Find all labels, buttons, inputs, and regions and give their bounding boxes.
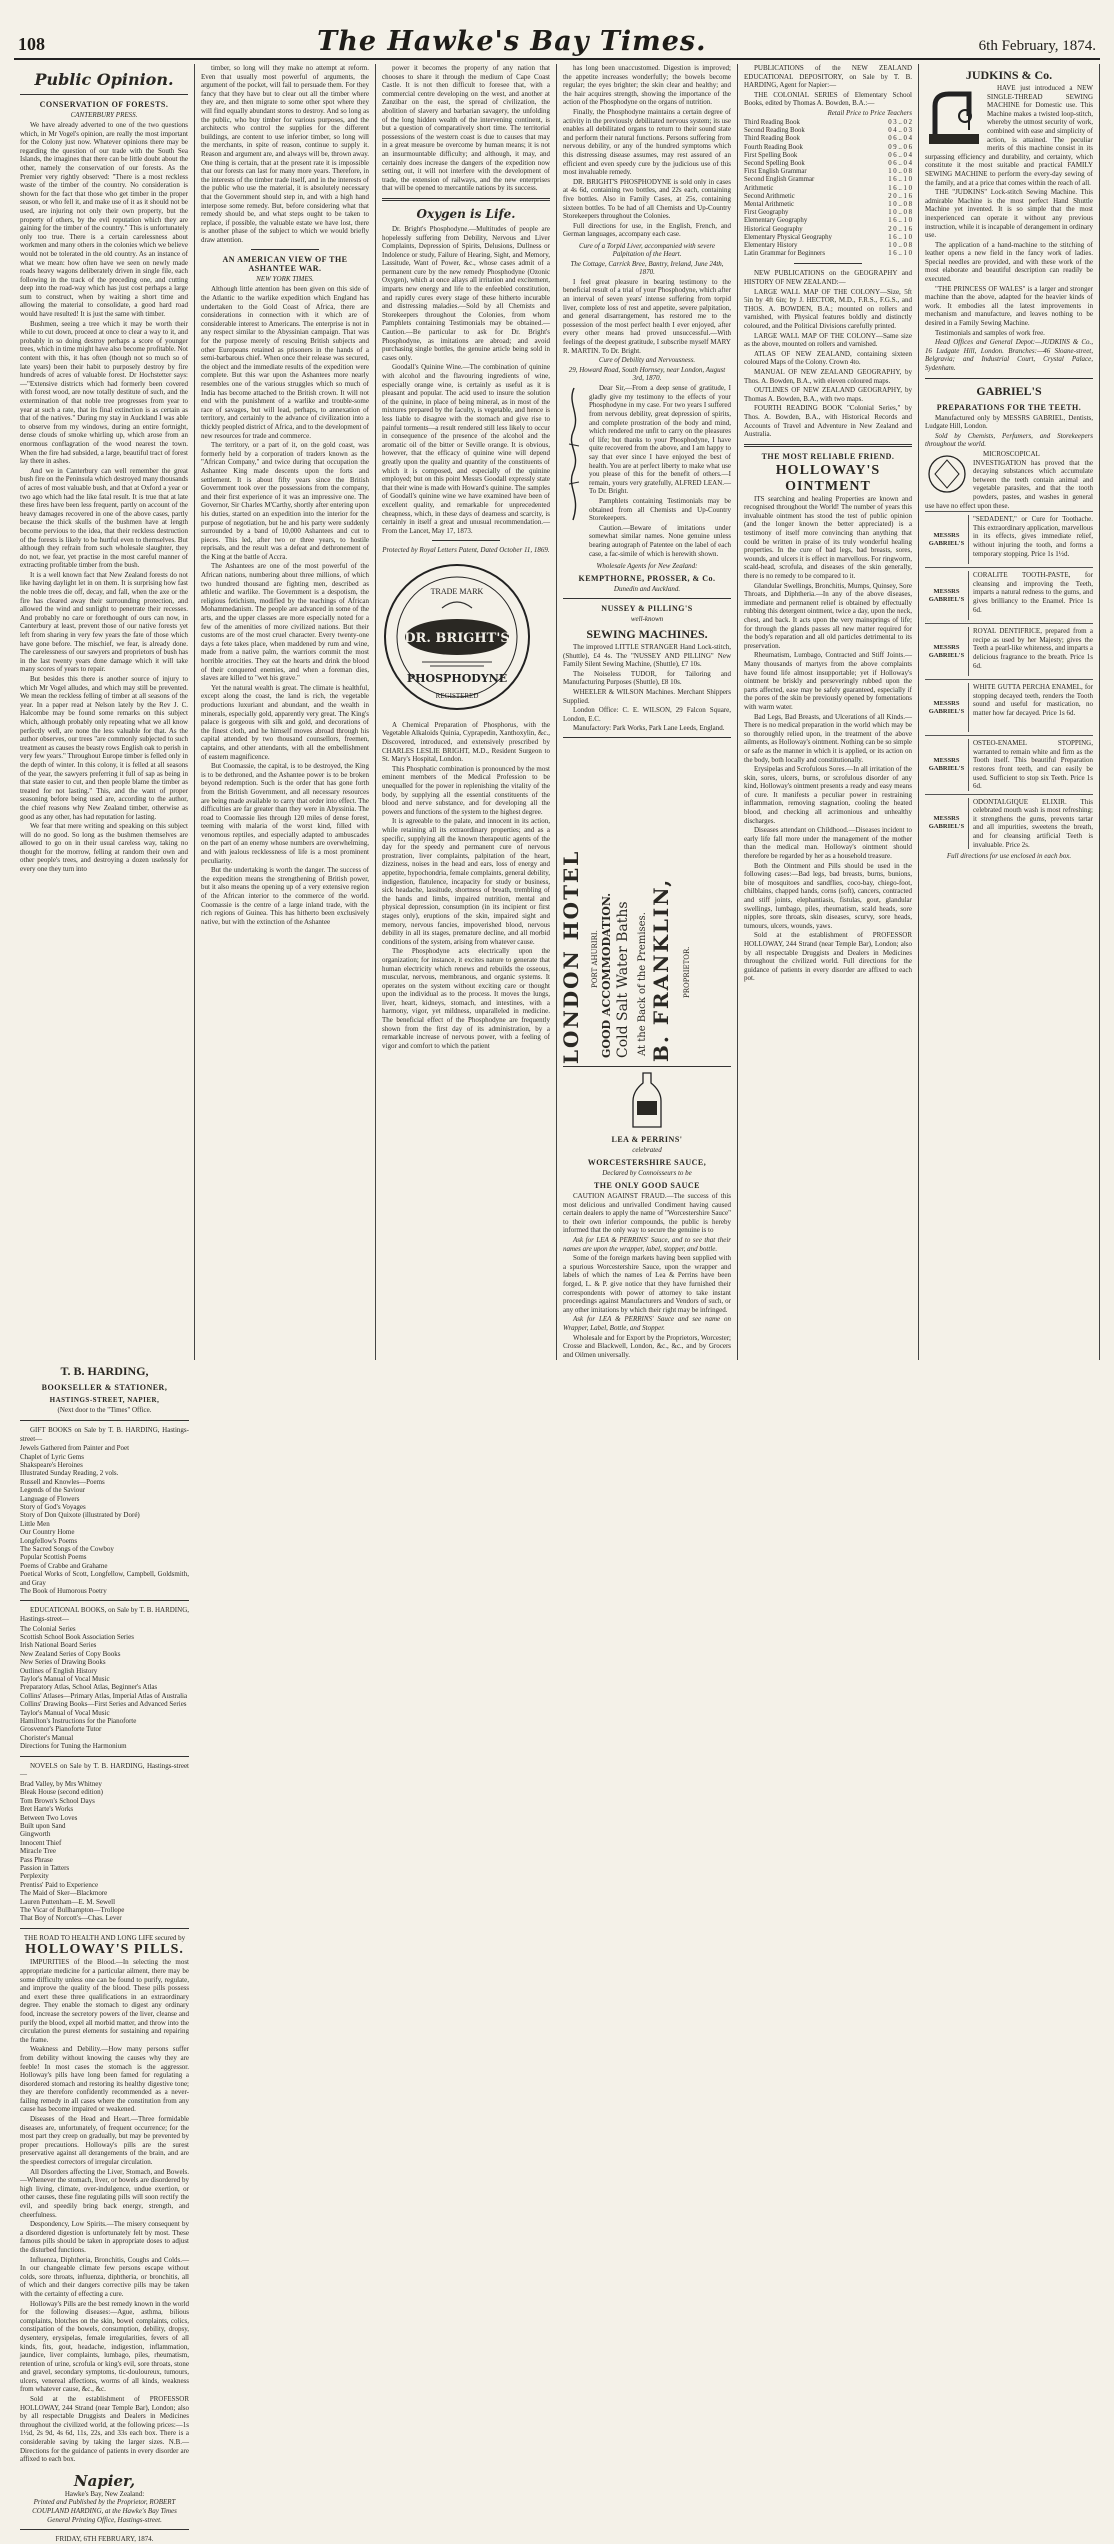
- issue-date: 6th February, 1874.: [978, 38, 1096, 54]
- list-item: Collins' Atlases—Primary Atlas, Imperial Atlas of Australia: [20, 1691, 188, 1700]
- list-item: Scottish School Book Association Series: [20, 1633, 134, 1641]
- sauce-ad-tagline: Declared by Connoisseurs to be: [602, 1169, 692, 1178]
- gabriel-product-text: "SEDADENT," or Cure for Toothache. This extraordinary application, marvellous in its effects, gives immediate relief, without injuring the tooth, and forms a temporary stopping. Price 1s 1½d.: [973, 515, 1093, 558]
- autograph-signature-image: [563, 384, 585, 524]
- list-item: The Sacred Songs of the Cowboy: [20, 1544, 114, 1553]
- paragraph: HAVE just introduced a NEW SINGLE-THREAD SEWING MACHINE for Domestic use. This Machine makes a twisted loop-stitch, whereby the utmost security of work, combined with ease and simplicity of action, is attained. The peculiar merits of this machine consist in its surpassing efficiency and durability, and certainty, which constitute it the most suitable and practical FAMILY SEWING MACHINE to perform the every-day sewing of the family, and at a price that comes within the reach of all.: [925, 84, 1093, 187]
- colophon-imprint: Printed and Published by the Proprietor, ROBERT COUPLAND HARDING, at the Hawke's Bay Times General Printing Office, Hastings-street.: [32, 2498, 177, 2524]
- paragraph: Ask for LEA & PERRINS' Sauce, and to see that their names are upon the wrapper, label, stopper, and bottle.: [563, 1236, 731, 1253]
- list-item: Shakspeare's Heroines: [20, 1460, 83, 1469]
- book-title: Latin Grammar for Beginners: [744, 250, 825, 258]
- paragraph: But besides this there is another source of injury to which Mr Vogel alludes, and which may still be prevented. We mean the reckless felling of timber at all seasons of the year. In a paper read at Nelson lately by the Rev J. C. Halcombe may be found some remarks on this subject which, although probably only repeating what we all know perfectly well, are none the less valuable for that. As the author observes, our trees "are commonly subjected to such treatment as causes the beasty rows English oak to perish in very few years." Throughout Europe timber is felled only in the depth of winter. In this colony, it is felled at all seasons of the year, the sawyers preferring it full of sap as being in that state easier to cut, and then people blame the timber as treated for not lasting." This, and the want of proper seasoning before being used are, according to the author, the chief reasons why New Zealand timber, otherwise as good as any other, has had reputation for lasting.: [20, 675, 188, 821]
- book-row: [744, 135, 912, 143]
- hotel-ad: [559, 737, 731, 1067]
- book-row: [744, 201, 912, 209]
- wholesale-label: Wholesale Agents for New Zealand:: [596, 562, 698, 571]
- paragraph: timber, so long will they make no attempt at reform. Even that usually most powerful of arguments, the argument of the pocket, will fail to persuade them. For they fancy that they have but to clear out all the timber where they are, and then migrate to some other spot where they will find equally abundant stores to destroy. And so long as the public, who buy timber for various purposes, and the architects who control the supplies for the different buildings, are content to use inferior timber, so long will the merchants, in spite of reason, continue to supply it. Reason and argument are, and always will be, thrown away. One thing is certain, that at the present rate it is impossible that our forests can last for many more years. Therefore, in the interests of the timber trade itself, and in the interests of the public who use the material, it is absolutely necessary that the Government should step in, and with a high hand interpose some remedy. But, before considering what that remedy should be, and what steps ought to be taken to replace, if possible, the valuable estate we have lost, there is another phase of the subject to which we would briefly draw attention.: [201, 64, 369, 244]
- hotel-accommodation: GOOD ACCOMMODATION.: [600, 892, 613, 1059]
- gabriel-product: [925, 735, 1093, 794]
- page-number: 108: [18, 34, 45, 54]
- paragraph: Wholesale and for Export by the Proprietors, Worcester; Crosse and Blackwell, London, &c., &c., and by Grocers and Oilmen universally.: [563, 1333, 731, 1359]
- list-item: Outlines of English History: [20, 1666, 98, 1675]
- book-row: [744, 250, 912, 258]
- list-item: Popular Scottish Poems: [20, 1553, 87, 1562]
- divider: [382, 198, 550, 201]
- seal-bottom-text: PHOSPHODYNE: [406, 672, 508, 686]
- book-row: [744, 217, 912, 225]
- publications-title: PUBLICATIONS of the NEW ZEALAND EDUCATIONAL DEPOSITORY, on Sale by T. B. HARDING, Agent for Napier:—: [744, 64, 912, 90]
- holloway-pills-title: HOLLOWAY'S PILLS.: [25, 1942, 184, 1958]
- book-row: [744, 152, 912, 160]
- divider: [20, 1928, 189, 1929]
- paragraph: But Coomassie, the capital, is to be destroyed, the King is to be dethroned, and the Ashantee power is to be broken beyond redemption. Such is the order that has gone forth from the British Government, and all necessary resources are being made available to carry that order into effect. The difficulties are far greater than they were in Abyssinia. The road to Coomassie lies through 120 miles of dense forest, teeming with malaria of the worst kind, filled with venomous reptiles, and especially adapted to ambuscades on the part of an enemy whose numbers are overwhelming, and with jealous recklessness of life is a most prominent peculiarity.: [201, 762, 369, 865]
- list-item: Tom Brown's School Days: [20, 1796, 95, 1805]
- book-title: Arithmetic: [744, 184, 774, 192]
- holloway-ointment-title: HOLLOWAY'S OINTMENT: [775, 462, 881, 494]
- paragraph: Manufactory: Park Works, Park Lane Leeds, England.: [573, 724, 725, 733]
- paragraph: Ask for LEA & PERRINS' Sauce and see name on Wrapper, Label, Bottle, and Stopper.: [563, 1315, 731, 1332]
- list-item: Miracle Tree: [20, 1847, 56, 1856]
- paragraph: All Disorders affecting the Liver, Stomach, and Bowels.—Whenever the stomach, liver, or bowels are disordered by high living, climate, over-indulgence, undue exertion, or other causes, these fine regulating pills will soon rectify the evil, and speedily bring back energy, strength, and cheerfulness.: [20, 2167, 189, 2219]
- book-title: Elementary Geography: [744, 217, 808, 225]
- paragraph: Head Offices and General Depot:—JUDKINS & Co., 16 Ludgate Hill, London. Branches:—46 Sloane-street, Belgravia; and Industrial Court, Crystal Palace, Sydenham.: [925, 338, 1093, 372]
- gabriel-product-text: WHITE GUTTA PERCHA ENAMEL, for stopping decayed teeth, renders the Tooth sound and useful for mastication, no matter how far decayed. Price 1s 6d.: [973, 683, 1093, 717]
- book-row: [744, 185, 912, 193]
- paragraph: The Phosphodyne acts electrically upon the organization; for instance, it excites nature to generate that human electricity which renews and rebuilds the osseous, muscular, nervous, membranous, and organic systems. It operates on the system without exciting care or thought upon the individual as to the process. It moves the lungs, liver, heart, kidneys, stomach, and intestines, with a harmony, vigor, yet mildness, unparalleled in medicine. The beneficial effect of the Phosphodyne are frequently shown from the first day of its administration, by a remarkable increase of nervous power, with a feeling of vigor and comfort to which the patient: [382, 947, 550, 1050]
- book-price: 2 0 .. 1 6: [888, 225, 912, 233]
- list-item: Language of Flowers: [20, 1494, 80, 1503]
- book-row: [744, 242, 912, 250]
- book-title: Second Arithmetic: [744, 192, 795, 200]
- list-item: Irish National Board Series: [20, 1641, 97, 1650]
- list-item: Chaplet of Lyric Gems: [20, 1452, 84, 1461]
- list-item: Jewels Gathered from Painter and Poet: [20, 1444, 130, 1453]
- paragraph: CAUTION AGAINST FRAUD.—The success of this most delicious and unrivalled Condiment having caused certain dealers to apply the name of "Worcestershire Sauce" to their own inferior compounds, the public is hereby informed that the only way to secure the genuine is to: [563, 1192, 731, 1235]
- gabriel-title: GABRIEL'S: [976, 383, 1042, 398]
- list-item: The Book of Humorous Poetry: [20, 1587, 107, 1595]
- paragraph: Full directions for use, in the English, French, and German languages, accompany each case.: [563, 221, 731, 239]
- book-price: 1 6 .. 1 0: [888, 217, 912, 225]
- sewing-ad-sub: well-known: [630, 615, 664, 624]
- patent-note: Protected by Royal Letters Patent, Dated October 11, 1869.: [382, 546, 550, 555]
- paragraph: Yet the natural wealth is great. The climate is healthful, except along the coast, the land is rich, the vegetable productions luxuriant and abundant, and the wealth in minerals, especially gold, apparently very great. The King's palace is gorgeous with silk and gold, and decorations of the finest cloth, and he himself moves abroad through his capital attended by two thousand counsellors, freemen, captains, and other attendants, with all the embellishment of eastern magnificence.: [201, 683, 369, 761]
- list-item: Built upon Sand: [20, 1821, 66, 1830]
- paragraph: Influenza, Diphtheria, Bronchitis, Coughs and Colds.—In our changeable climate few persons escape without colds, sore throats, influenza, diphtheria, or bronchitis, all of which and their dangers corrective pills may be taken with the certainty of effecting a cure.: [20, 2255, 189, 2298]
- paragraph: This Phosphatic combination is pronounced by the most eminent members of the Medical Profession to be unequalled for the power in replenishing the vitality of the body, by supplying all the essential constituents of the blood and nerve substance, and for developing all the powers and functions of the system to the highest degree.: [382, 764, 550, 816]
- sauce-ad-title: WORCESTERSHIRE SAUCE,: [587, 1158, 707, 1168]
- paragraph: "THE PRINCESS OF WALES" is a larger and stronger machine than the above, adapted for the heavier kinds of work. It embodies all the latest improvements in mechanism and manufacture, and leaves nothing to be desired in a Family Sewing Machine.: [925, 284, 1093, 328]
- hotel-baths-note: At the Back of the Premises.: [637, 912, 648, 1057]
- list-item: Bret Harte's Works: [20, 1805, 74, 1814]
- book-price: 1 0 .. 0 8: [888, 209, 912, 217]
- book-title: Second Reading Book: [744, 127, 805, 135]
- paragraph: A Chemical Preparation of Phosphorus, with the Vegetable Alkaloids Quinia, Cyprapedin, Xanthoxylin, &c., Discovered, introduced, and extensively prescribed by CHARLES LESLIE BRIGHT, M.D., Resident Surgeon to St. Mary's Hospital, London.: [382, 720, 550, 764]
- book-row: [744, 160, 912, 168]
- list-item: Poems of Crabbe and Grahame: [20, 1561, 108, 1570]
- list-item: Illustrated Sunday Reading, 2 vols.: [20, 1469, 119, 1478]
- paragraph: And we in Canterbury can well remember the great bush fire on the Peninsula which destroyed many thousands of acres of most valuable bush, and that at Oxford a year or two ago which had the like fatal result. It is true that at late these fires have been less frequent, partly on account of the heavy damages recovered in one of the above cases, partly because the thick skulls of the bushmen have at length become pervious to the idea, that their reckless destruction of the forests is likely to be hurtful even to themselves. But although they refrain from such wholesale slaughter, they do not, we fear, yet practise in the most careful manner of extracting profitable timber from the bush.: [20, 466, 188, 570]
- divider: [563, 598, 731, 599]
- list-item: Little Men: [20, 1519, 50, 1528]
- paragraph: WHEELER & WILSON Machines. Merchant Shippers Supplied.: [563, 688, 731, 705]
- gabriel-product-label: MESSRS GABRIEL'S: [925, 798, 969, 850]
- sewing-machine-image: [925, 86, 983, 148]
- sewing-ad-head: NUSSEY & PILLING'S: [601, 604, 693, 614]
- paragraph: ATLAS OF NEW ZEALAND, containing sixteen coloured Maps of the Colony. Crown 4to.: [744, 349, 912, 367]
- book-price: 0 6 .. 0 4: [888, 151, 912, 159]
- book-row: [744, 234, 912, 242]
- paragraph: We fear that mere writing and speaking on this subject will do no good. So long as the bushmen themselves are allowed to go on in their usual careless way, taking no thought for the morrow, felling at random their own and other people's trees, and destroying a dozen uselessly for every one they turn into: [20, 822, 188, 874]
- divider: [744, 444, 912, 447]
- harding-address: HASTINGS-STREET, NAPIER,: [49, 1396, 160, 1405]
- paragraph: DR. BRIGHT'S PHOSPHODYNE is sold only in cases at 4s 6d, containing two bottles, and 22s each, containing five bottles. Also in Family Cases, at 25s, containing sixteen bottles. To be had of all Chemists and Up-Country Storekeepers throughout the Colonies.: [563, 177, 731, 221]
- paragraph: The territory, or a part of it, on the gold coast, was formerly held by a corporation of traders known as the "African Company," and twice during that occupation the Ashantee King made descents upon the forts and settlement. It is about fifty years since the British Government took over the possessions from the company, and their first experience of it was an impressive one. The Governor, Sir Charles M'Carthy, shortly after entering upon his duties, started on an expedition into the interior for the purpose of negotiation, but he and his party were suddenly surrounded by a band of 10,000 Ashantees and cut to pieces. This led, after two or three years, to hostile reprisals, and the result was a defeat and dethronement of the King at the battle of Accra.: [201, 441, 369, 561]
- list-item: Directions for Tuning the Harmonium: [20, 1742, 127, 1751]
- book-title: Elementary History: [744, 242, 798, 250]
- paragraph: The Ashantees are one of the most powerful of the African nations, numbering about three millions, of which two hundred thousand are fighting men, described as athletic and warlike. The Government is a despotism, the religious fetichism, modified by the teachings of African Mohammedanism. The people are advanced in some of the arts, and the upper classes are more especially noted for a few of the amenities of more civilized nations. But their customs are of the most cruel character. Every twenty-one days a fete takes place, when maddened by rum and wine, made from a native palm, the warriors commit the most horrible atrocities. They eat the hearts and drink the blood of their conquered enemies, and when a foreman dies, slaves are killed to "wet his grave.": [201, 562, 369, 683]
- divider: [925, 378, 1093, 379]
- book-row: [744, 176, 912, 184]
- book-row: [744, 168, 912, 176]
- sauce-ad-head: LEA & PERRINS': [611, 1135, 683, 1145]
- gabriel-product-label: MESSRS GABRIEL'S: [925, 515, 969, 564]
- paragraph: Erysipelas and Scrofulous Sores.—In all irritation of the skin, sores, ulcers, burns, or scrofulous disorder of any kind, Holloway's ointment presents a ready and easy means of cure. It manifests a peculiar power in restraining inflammation, removing stagnation, cooling the heated blood, and checking all acrimonious and unhealthy discharges.: [744, 765, 912, 825]
- educational-books-list: [20, 1625, 189, 1751]
- list-item: That Boy of Norcott's—Chas. Lever: [20, 1914, 122, 1923]
- paragraph: ITS searching and healing Properties are known and recognised throughout the World! The number of years this invaluable ointment has stood the test of public opinion (and the longer known the better appreciated) is a testimony of itself more convincing than anything that could be written in praise of its truly wonderful healing properties. In the cure of bad legs, bad breasts, sores, wounds, and ulcers it is effect in marvellous. For ringworm, scald-head, scrofula, and diseases of the skin generally, there is no remedy to be compared to it.: [744, 494, 912, 581]
- column-7: [14, 1360, 195, 2543]
- book-price: 0 3 .. 0 2: [888, 118, 912, 126]
- gabriel-product-label: MESSRS GABRIEL'S: [925, 571, 969, 620]
- list-item: Lauren Puttenham—E. M. Sewell: [20, 1897, 116, 1906]
- agents-city: Dunedin and Auckland.: [613, 585, 681, 594]
- publications-series: THE COLONIAL SERIES of Elementary School Books, edited by Thomas A. Bowden, B.A.:—: [744, 90, 912, 108]
- divider: [20, 1600, 189, 1601]
- paragraph: power it becomes the property of any nation that chooses to share it through the medium of Cape Coast Castle. It is not then difficult to foresee that, with a commercial centre developing on the west, and another at Zanzibar on the east, the spread of civilization, the abolition of slavery and barbarian savagery, the unfolding of the long hidden wealth of the intervening continent, is but a question of comparatively short time. The territorial possessions of the western coast is due to causes that may in a great measure be overcome by human means; it is not an insurmountable difficulty; and although, it may, and certainly does increase the dangers of the expedition now setting out, it will not interfere with the development of trade, the extension of railways, and the new enterprises that will be opened to mercantile nations by its success.: [382, 64, 550, 193]
- book-price: 1 6 .. 1 0: [888, 233, 912, 241]
- gabriel-product-text: OSTEO-ENAMEL STOPPING, warranted to remain white and firm as the Tooth itself. This beautiful Preparation restores front teeth, and can easily be used. Sufficient to stop six Teeth. Price 1s 6d.: [973, 739, 1093, 791]
- paragraph: Testimonials and samples of work free.: [935, 328, 1045, 337]
- list-item: The Vicar of Bullhampton—Trollope: [20, 1905, 125, 1914]
- book-price: 1 6 .. 1 0: [888, 184, 912, 192]
- column-5: [738, 64, 919, 1360]
- list-item: Pass Phrase: [20, 1855, 53, 1864]
- book-price: 1 6 .. 1 0: [888, 250, 912, 258]
- book-title: Elementary Physical Geography: [744, 233, 832, 241]
- paragraph: Rheumatism, Lumbago, Contracted and Stiff Joints.—Many thousands of martyrs from the above complaints have found life almost insupportable; yet if Holloway's ointment be briskly and perseveringly rubbed upon the parts affected, ease may be safely guaranteed, especially if the pores of the skin be previously opened by fomentations with warm water.: [744, 651, 912, 711]
- paragraph: Sold at the establishment of PROFESSOR HOLLOWAY, 244 Strand (near Temple Bar), London; also by all respectable Druggists and Dealers in Medicines throughout the civilized world, at the following prices:—1s 1½d, 2s 9d, 4s 6d, 11s, 22s, and 33s each box. There is a considerable saving by taking the larger sizes. N.B.—Directions for the guidance of patients in every disorder are affixed to each box.: [20, 2395, 189, 2464]
- list-item: Brad Valley, by Mrs Whitney: [20, 1779, 102, 1788]
- paragraph: Dear Sir,—From a deep sense of gratitude, I gladly give my testimony to the effects of your Phosphodyne in my case. For two years I suffered from nervous debility, great depression of spirits, and complete prostration of the body and mind, which rendered me unfit to carry on the pleasures of life; but thanks to your Phosphodyne, I have quite recovered from the above, and I am happy to say that ever since I have enjoyed the best of health. You are at perfect liberty to make what use you please of this for the benefit of others.—I remain, yours very gratefully, ALFRED LEAN.—To Dr. Bright.: [589, 384, 731, 496]
- paragraph: Pamphlets containing Testimonials may be obtained from all Chemists and Up-Country Storekeepers.: [589, 496, 731, 523]
- book-row: [744, 119, 912, 127]
- gabriel-subtitle: PREPARATIONS FOR THE TEETH.: [936, 402, 1082, 412]
- book-title: Fourth Reading Book: [744, 143, 803, 151]
- divider: [20, 1756, 189, 1757]
- list-item: Taylor's Manual of Vocal Music: [20, 1708, 110, 1717]
- column-3: [376, 64, 557, 1360]
- list-item: New Series of Drawing Books: [20, 1658, 106, 1667]
- paragraph: We have already adverted to one of the two questions which, in Mr Vogel's opinion, are really the most important for the Colony just now. Whatever opinions there may be regarding the question of our trade with the South Sea Islands, the imagines that there can be little doubt about the other, namely the conservation of our forests. As the Premier very rightly observed: "There is a most reckless waste of the timber of the country. No consideration is shown for the fact that those who get timber in the proper season, or who fell it, and make use of it as it should not be used, are injuring not only their own property, but the property of others, by the evil reputation which they are gaining for the timber of the country." This is unfortunately only too true. There is a certain carelessness about workmen and many others in the colonies which we believe would not be tolerated in the old country. As an instance of what we mean: how often have we seen on newly made roads heavy wagons deliberately driven in single file, each following in the track of the preceding one, and cutting deep into the road-way which has just cost perhaps a large sum to construct, when by waiting a short time and allowing the material to consolidate, a good hard road would have resulted! It is just the same with timber.: [20, 121, 188, 319]
- testimonial-with-signature: [563, 384, 731, 559]
- book-row: [744, 209, 912, 217]
- book-price: 1 0 .. 0 8: [888, 201, 912, 208]
- gabriel-footnote: Full directions for use enclosed in each box.: [946, 852, 1072, 861]
- gabriel-product-label: MESSRS GABRIEL'S: [925, 739, 969, 791]
- section-title: Public Opinion.: [34, 70, 174, 89]
- masthead: [14, 26, 1100, 60]
- educational-books-heading: EDUCATIONAL BOOKS, on Sale by T. B. HARDING, Hastings-street—: [20, 1606, 189, 1623]
- paragraph: has long been unaccustomed. Digestion is improved; the appetite increases wonderfully; the bowels become regular; the eyes brighter; the skin clear and healthy; and the hair acquires strength, showing the importance of the action of the Phosphodyne on the organs of nutrition.: [563, 64, 731, 107]
- list-item: Our Country Home: [20, 1528, 75, 1537]
- hotel-baths: Cold Salt Water Baths: [615, 901, 631, 1059]
- columns: [14, 64, 1100, 2544]
- divider: [20, 2529, 189, 2530]
- seal-top-text: TRADE MARK: [430, 587, 484, 597]
- list-item: The Colonial Series: [20, 1624, 76, 1633]
- divider: [794, 263, 861, 264]
- article-source: NEW YORK TIMES.: [256, 275, 314, 284]
- article-source: CANTERBURY PRESS.: [70, 111, 138, 119]
- column-2: [195, 64, 376, 1360]
- paragraph: It is agreeable to the palate, and innocent in its action, while retaining all its extraordinary properties; and as a specific, supplying all the known therapeutic agents of the day for the speedy and permanent cure of nervous prostration, liver complaints, palpitation of the heart, dizziness, noises in the head and ears, loss of energy and appetite, hypochondria, female complaints, general debility, indigestion, flatulence, incapacity for study or business, sick headache, lassitude, shortness of breath, trembling of the hands and limbs, impaired nutrition, mental and physical depression, consumption (in its incipient or first stages only), eruptions of the skin, impaired sight and memory, nervous fancies, impoverished blood, nervous debility in all its stages, premature decline, and all morbid conditions of the system, arising from whatever cause.: [382, 817, 550, 946]
- list-item: Poetical Works of Scott, Longfellow, Campbell, Goldsmith, and Gray: [20, 1570, 189, 1587]
- paragraph: MANUAL OF NEW ZEALAND GEOGRAPHY, by Thos. A. Bowden, B.A., with eleven coloured maps.: [744, 367, 912, 385]
- column-4: [557, 64, 738, 1360]
- hotel-proprietor-name: B. FRANKLIN,: [649, 877, 673, 1063]
- book-title: Third Reading Book: [744, 135, 800, 143]
- paragraph: I feel great pleasure in bearing testimony to the beneficial result of a trial of your Phosphodyne, which after an interval of seven years' intense suffering from torpid liver, complete loss of rest and appetite, severe palpitation, and general disarrangement, has restored me to the possession of the most perfect health I ever enjoyed, after every other means had proved unsuccessful.—With feelings of the deepest gratitude, I subscribe myself MARY R. MARTIN. To Dr. Bright.: [563, 277, 731, 355]
- list-item: Passion in Tatters: [20, 1863, 70, 1872]
- harding-title: T. B. HARDING,: [60, 1364, 149, 1379]
- paragraph: LARGE WALL MAP OF THE COLONY—Same size as the above, mounted on rollers and varnished.: [744, 331, 912, 349]
- paragraph: LARGE WALL MAP OF THE COLONY—Size, 5ft 5in by 4ft 6in; by J. HECTOR, M.D., F.R.S., F.G.S., and THOS. A. BOWDEN, B.A.; mounted on rollers and varnished, with Physical features boldly and distinctly coloured, and the Political Divisions carefully printed.: [744, 287, 912, 330]
- testimonial-head: The Cottage, Carrick Bree, Bantry, Ireland, June 24th, 1870.: [570, 259, 724, 276]
- newspaper-title: The Hawke's Bay Times.: [317, 26, 707, 57]
- list-item: Story of God's Voyages: [20, 1502, 86, 1511]
- paragraph: Some of the foreign markets having been supplied with a spurious Worcestershire Sauce, upon the wrapper and labels of which the names of Lea & Perrins have been forged, L. & P. give notice that they have furnished their correspondents with power of attorney to take instant proceedings against Manufacturers and Vendors of such, or any other imitations by which their right may be infringed.: [563, 1254, 731, 1314]
- book-title: First Spelling Book: [744, 151, 798, 159]
- gabriel-products-list: [925, 511, 1093, 852]
- article-title: AN AMERICAN VIEW OF THE ASHANTEE WAR.: [222, 255, 348, 274]
- paragraph: Finally, the Phosphodyne maintains a certain degree of activity in the previously debilitated nervous system; its use enables all debilitated organs to return to their sound state and perform their natural functions. Persons suffering from nervous debility, or any of the hundred symptoms which this distressing disease assumes, may rest assured of an efficient and even speedy cure by the judicious use of this most invaluable remedy.: [563, 107, 731, 177]
- testimonial-title: Cure of Debility and Nervousness.: [598, 356, 696, 365]
- paragraph: THE "JUDKINS" Lock-stitch Sewing Machine. This admirable Machine is the most perfect Hand Shuttle Machine yet invented. It is so simple that the most inexperienced can operate it without any previous instruction, while it is incapable of derangement in ordinary use.: [925, 188, 1093, 240]
- list-item: Legends of the Saviour: [20, 1486, 86, 1495]
- book-title: Second English Grammar: [744, 176, 815, 184]
- paragraph: But the undertaking is worth the danger. The success of the expedition means the strengthening of British power, but it also means the opening up of a very extensive region of the African interior to the commerce of the world. Coomassie is the centre of a large inland trade, with the rich regions of Guinea. This has hitherto been exclusively native, but with the extinction of the Ashantee: [201, 866, 369, 926]
- list-item: Between Two Loves: [20, 1813, 78, 1822]
- sauce-ad-tagline-2: THE ONLY GOOD SAUCE: [593, 1181, 701, 1191]
- book-price: 2 0 .. 1 6: [888, 192, 912, 200]
- list-item: Chorister's Manual: [20, 1733, 74, 1742]
- book-price: 0 6 .. 0 4: [888, 135, 912, 143]
- paragraph: Bad Legs, Bad Breasts, and Ulcerations of all Kinds.—There is no medical preparation in the world which may be so thoroughly relied upon, in the treatment of the above ailments, as Holloway's ointment. Nothing can be so simple or safe as the manner in which it is applied, or its action on the body, both locally and constitutionally.: [744, 712, 912, 764]
- book-row: [744, 144, 912, 152]
- price-heading: Retail Price to Price Teachers: [827, 108, 912, 117]
- list-item: Story of Don Quixote (illustrated by Doré): [20, 1511, 140, 1520]
- gabriel-product-text: ODONTALGIQUE ELIXIR. This celebrated mouth wash is most refreshing; it strengthens the gums, prevents tartar and all impurities, sweetens the breath, and for cleansing artificial Teeth is invaluable. Price 2s.: [973, 797, 1093, 849]
- gabriel-product: [925, 623, 1093, 679]
- book-price: 1 0 .. 0 8: [888, 242, 912, 250]
- paragraph: Dr. Bright's Phosphodyne.—Multitudes of people are hopelessly suffering from Debility, Nervous and Liver Complaints, Depression of Spirits, Delusions, Dullness or Indolence or study, Failure of Hearing, Sight, and Memory, Lassitude, Want of Power, &c., whose cases admit of a permanent cure by the new remedy Phosphodyne (Ozonic Oxygen), which at once allays all irritation and excitement, imparts new energy and life to the enfeebled constitution, and rapidly cures every stage of these hitherto incurable and distressing maladies.—Sold by all Chemists and Storekeepers throughout the Colonies, from whom Pamphlets containing Testimonials may be obtained.—Caution.—Be particular to ask for Dr. Bright's Phosphodyne, as imitations are abroad; and avoid purchasing single bottles, the genuine article being sold in cases only.: [382, 224, 550, 362]
- paragraph: It is a well known fact that New Zealand forests do not like having daylight let in on them. It is surprising how fast the noble trees die off, decay, and fall, when the axe or the fire has cleared away their surrounding protection, and allowed the wind and sunlight to penetrate their recesses. And probably no care or forethought of ours can now, in Canterbury at least, prevent those of our native forests yet left from sharing in very few years the fate of those which have gone before. The mischief, we fear, is already done. The carelessness of our sawyers and proprietors of bush has in the last twenty years done damage which it will take many scores of years to repair.: [20, 570, 188, 674]
- agents-name: KEMPTHORNE, PROSSER, & Co.: [578, 574, 716, 584]
- paragraph: IMPURITIES of the Blood.—In selecting the most appropriate medicine for a particular ailment, there may be some difficulty unless one can be found to purify, regulate, and improve the quality of the blood. These pills possess and exert these three qualifications in an extraordinary degree. They enable the stomach to digest any ordinary food, increase the secretory powers of the liver, cleanse and purify the blood, expel all morbid matter, and throw into the circulation the purest elements for sustaining and repairing the frame.: [20, 1958, 189, 2044]
- book-title: Mental Arithmetic: [744, 201, 795, 208]
- book-row: [744, 127, 912, 135]
- paragraph: Manufactured only by MESSRS GABRIEL, Dentists, Ludgate Hill, London.: [925, 413, 1093, 431]
- paragraph: Bushmen, seeing a tree which it may be worth their while to cut down, proceed at once to clear a way to it, and probably in so doing destroy perhaps a score of younger trees, which in time might have also become profitable. Not content with this, it has often (though not so much so of late years) been their habit to purposely destroy by fire hundreds of acres of valuable forest. Dr Hochstetter says:—"Extensive districts which had formerly been covered with forest wood, are now totally destitute of such, and the extermination of that noble tree progresses from year to year at such a rate, that its final extinction is as certain as that of the natives." During my stay in Auckland I was able to observe from my windows, during an entire fortnight, dense clouds of smoke whirling up, which arose from an enormous conflagration of the wood nearest the town. When the fire had subsided, a large, beautiful tract of forest lay there in ashes.: [20, 319, 188, 466]
- harding-note: (Next door to the "Times" Office.: [57, 1406, 152, 1415]
- divider: [251, 249, 318, 250]
- paragraph: Goodall's Quinine Wine.—The combination of quinine with alcohol and the flavouring ingredients of wine, especially orange wine, is certainly as useful as it is pleasant and popular. The acid used to insure the solution of the quinine, in place of being mineral, as in most of the mixtures prepared by the faculty, is vegetable, and hence is less liable to disagree with the stomach and give rise to painful torments—a result rendered still less likely to occur in consequence of the presence of the alcohol and the aromatic oil of the bitter or Seville orange. It is obvious, however, that the efficacy of quinine wine will depend greatly upon the quality and quantity of the constituents of which it is composed, and especially of the quinine employed; but on this point Messrs Goodall expressly state that their wine is made with Howard's quinine. The samples of Goodall's quinine wine we have examined have been of excellent quality, and remarkable for unprecedented cheapness, which, in these days of dearness and scarcity, is certainly in itself a great and unusual recommendation.—From the Lancet, May 17, 1873.: [382, 363, 550, 535]
- paragraph: Although little attention has been given on this side of the Atlantic to the warlike expedition which England has undertaken to the Gold Coast of Africa, there are considerations in connection with it which are of considerable interest to Americans. The enterprise is not in any respect similar to the Abyssinian campaign. That was for the purpose merely of rescuing British subjects and other Europeans retained as prisoners in the hands of a semi-barbarous chief. When once their release was secured, the object and the immediate results of the expedition were complete. But this war upon the Ashantees more nearly resembles one of the various struggles which so much of India has become attached to the British crown. It will not end with the punishment of a warlike and trouble-some race of savages, but will lead, perhaps, to annexation of territory, and certainly to the advance of civilization into a thickly peopled district of Africa, and to the development of new resources for trade and commerce.: [201, 285, 369, 440]
- paragraph: MICROSCOPICAL INVESTIGATION has proved that the decaying substances which accumulate between the teeth contain animal and vegetable parasites, and that the tooth powders, pastes, and washes in general use have no effect upon these.: [925, 449, 1093, 510]
- divider: [20, 1420, 189, 1421]
- book-price: 0 4 .. 0 3: [888, 127, 912, 135]
- list-item: Bleak House (second edition): [20, 1788, 104, 1797]
- phosphodyne-seal-image: [382, 562, 532, 712]
- paragraph: Diseases of the Head and Heart.—Three formidable diseases are, unfortunately, of frequent occurrence; for the most part they creep on gradually, but may be prevented by proper precautions. Holloway's pills are the surest preservative against all derangements of the brain, and are the speediest correctors of irregular circulation.: [20, 2115, 189, 2167]
- gabriel-product: [925, 567, 1093, 623]
- list-item: Taylor's Manual of Vocal Music: [20, 1675, 110, 1684]
- hotel-name: LONDON HOTEL: [559, 849, 583, 1065]
- testimonial-head: 29, Howard Road, South Hornsey, near London, August 3rd, 1870.: [568, 366, 726, 383]
- gabriel-product-text: CORALITE TOOTH-PASTE, for cleansing and improving the Teeth, imparts a natural redness to the gums, and gives brilliancy to the Enamel. Price 1s 6d.: [973, 571, 1093, 614]
- paragraph: Both the Ointment and Pills should be used in the following cases:—Bad legs, bad breasts, burns, bunions, bite of mosquitoes and sandflies, coco-bay, chiego-foot, chilblains, chapped hands, corns (soft), cancers, contracted and stiff joints, elephantiasis, fistulas, gout, glandular swellings, lumbago, piles, rheumatism, scald heads, sore nipples, sore throats, skin diseases, scurvy, sore heads, tumours, ulcers, wounds, yaws.: [744, 861, 912, 930]
- harding-subtitle: BOOKSELLER & STATIONER,: [41, 1383, 168, 1393]
- colophon-title: Napier,: [73, 2471, 136, 2490]
- list-item: Russell and Knowles—Poems: [20, 1477, 105, 1486]
- divider: [20, 94, 188, 95]
- book-price: 1 6 .. 1 0: [888, 176, 912, 184]
- new-publications-title: NEW PUBLICATIONS on the GEOGRAPHY and HISTORY OF NEW ZEALAND:—: [744, 269, 912, 287]
- book-row: [744, 226, 912, 234]
- paragraph: The improved LITTLE STRANGER Hand Lock-stitch, (Shuttle), £4 4s. The "NUSSEY AND PILLING" New Family Silent Sewing Machine, (Shuttle), £7 10s.: [563, 643, 731, 669]
- column-6: [919, 64, 1100, 1360]
- list-item: The Maid of Sker—Blackmore: [20, 1889, 108, 1898]
- gabriel-product: [925, 794, 1093, 853]
- list-item: Perplexity: [20, 1872, 49, 1881]
- hotel-location: PORT AHURIRI.: [591, 930, 599, 989]
- paragraph: Despondency, Low Spirits.—The misery consequent by a disordered digestion is unfortunately felt by most. These famous pills should be taken in appropriate doses to adjust the disturbed functions.: [20, 2220, 189, 2254]
- list-item: Hamilton's Instructions for the Pianoforte: [20, 1717, 137, 1726]
- divider: [432, 540, 499, 541]
- book-price: 1 0 .. 0 8: [888, 168, 912, 176]
- gabriel-product: [925, 511, 1093, 567]
- gabriel-product-text: ROYAL DENTIFRICE, prepared from a recipe as used by her Majesty; gives the Teeth a pearl-like whiteness, and imparts a delicious fragrance to the breath. Price 1s 6d.: [973, 627, 1093, 670]
- book-title: Historical Geography: [744, 225, 803, 233]
- gabriel-product-label: MESSRS GABRIEL'S: [925, 683, 969, 732]
- list-item: Preparatory Atlas, School Atlas, Beginner's Atlas: [20, 1683, 158, 1692]
- article-title: CONSERVATION OF FORESTS.: [39, 100, 169, 109]
- novels-list: [20, 1780, 189, 1923]
- seal-main-text: DR. BRIGHT'S: [404, 631, 510, 647]
- paragraph: Sold at the establishment of PROFESSOR HOLLOWAY, 244 Strand (near Temple Bar), London; also by all respectable Druggists and Dealers in Medicines throughout the civilized world. Full directions for the guidance of patients in every disorder are affixed to each pot.: [744, 931, 912, 983]
- paragraph: Diseases attendant on Childhood.—Diseases incident to early life fall more under the management of the mother than the medical man. Holloway's ointment should therefore be regarded by her as a household treasure.: [744, 826, 912, 861]
- book-price: 0 6 .. 0 4: [888, 159, 912, 167]
- paragraph: The Noiseless TUDOR, for Tailoring and Manufacturing Purposes (Shuttle), £8 10s.: [563, 669, 731, 687]
- colophon-date: FRIDAY, 6TH FEBRUARY, 1874.: [55, 2535, 154, 2544]
- list-item: Grosvenor's Pianoforte Tutor: [20, 1725, 102, 1734]
- book-row: [744, 193, 912, 201]
- paragraph: OUTLINES OF NEW ZEALAND GEOGRAPHY, by Thomas A. Bowden, B.A., with two maps.: [744, 386, 912, 403]
- paragraph: Sold by Chemists, Perfumers, and Storekeepers throughout the world.: [925, 431, 1093, 449]
- judkins-title: JUDKINS & Co.: [965, 68, 1053, 82]
- gabriel-crest-image: [925, 452, 969, 496]
- list-item: New Zealand Series of Copy Books: [20, 1649, 121, 1658]
- novels-heading: NOVELS on Sale by T. B. HARDING, Hastings-street—: [20, 1761, 189, 1779]
- column-1: [14, 64, 195, 1360]
- paragraph: The application of a hand-machine to the stitching of leather opens a new field in the fancy work of ladies. Special needles are provided, and with these work of the most elaborate and beautiful description can readily be executed.: [925, 240, 1093, 284]
- holloway-tagline: THE MOST RELIABLE FRIEND.: [761, 451, 895, 461]
- list-item: Prentiss' Paid to Experience: [20, 1880, 99, 1889]
- seal-ring-text: REGISTERED: [435, 692, 479, 701]
- ad-title: Oxygen is Life.: [416, 206, 516, 221]
- paragraph: Glandular Swellings, Bronchitis, Mumps, Quinsey, Sore Throats, and Diphtheria.—In any of the above diseases, immediate and permanent relief is obtained by effectually rubbing this detergent ointment, twice a day, upon the neck, chest, and back. It acts upon the very mainsprings of life; for through the glands passes all new matter required for the body's reparation and all old particles detrimental to its preservation.: [744, 581, 912, 650]
- gabriel-product-label: MESSRS GABRIEL'S: [925, 627, 969, 676]
- sewing-ad-title: SEWING MACHINES.: [586, 627, 708, 642]
- sauce-ad-sub: celebrated: [632, 1146, 662, 1155]
- list-item: Collins' Drawing Books—First Series and Advanced Series: [20, 1700, 187, 1709]
- gabriel-product: [925, 679, 1093, 735]
- paragraph: London Office: C. E. WILSON, 29 Falcon Square, London, E.C.: [563, 706, 731, 723]
- gift-books-list: [20, 1444, 189, 1595]
- testimonial-title: Cure of a Torpid Liver, accompanied with severe Palpitation of the Heart.: [578, 241, 716, 258]
- sauce-bottle-image: [627, 1071, 667, 1131]
- paragraph: FOURTH READING BOOK "Colonial Series," by Thos. A. Bowden, B.A., with Historical Records and Accounts of Travel and Adventure in New Zealand and Australia.: [744, 404, 912, 439]
- paragraph: Holloway's Pills are the best remedy known in the world for the following diseases:—Ague, asthma, bilious complaints, blotches on the skin, bowel complaints, colics, constipation of the bowels, consumption, debility, dropsy, dysentery, erysipelas, female irregularities, fevers of all kinds, fits, gout, headache, indigestion, inflammation, jaundice, liver complaints, lumbago, piles, rheumatism, retention of urine, scrofula or king's evil, sore throats, stone and gravel, secondary symptoms, tic-douloureux, tumours, ulcers, venereal affections, worms of all kinds, weakness from whatever cause, &c., &c.: [20, 2299, 189, 2394]
- hotel-proprietor-label: PROPRIETOR.: [683, 946, 691, 999]
- book-title: Third Reading Book: [744, 118, 800, 126]
- list-item: Innocent Thief: [20, 1838, 62, 1847]
- colophon-subtitle: Hawke's Bay, New Zealand:: [64, 2489, 145, 2498]
- paragraph: Caution.—Beware of imitations under somewhat similar names. None genuine unless bearing autograph of Patentee on the label of each case, a fac-simile of which is herewith shown.: [589, 523, 731, 558]
- list-item: Longfellow's Poems: [20, 1536, 78, 1545]
- book-title: First English Grammar: [744, 168, 807, 176]
- book-price: 0 9 .. 0 6: [888, 143, 912, 151]
- book-price-list: [744, 119, 912, 258]
- road-to-health-heading: THE ROAD TO HEALTH AND LONG LIFE secured by: [23, 1933, 186, 1942]
- paragraph: Weakness and Debility.—How many persons suffer from debility without knowing the causes why they are feeble! In most cases the stomach is the aggressor. Holloway's pills have long been famed for regulating a disordered stomach and restoring its healthy digestive tone; they are therefore confidently recommended as a never-failing remedy in all cases where the constitution from any cause has become impaired or weakened.: [20, 2045, 189, 2114]
- gift-books-heading: GIFT BOOKS on Sale by T. B. HARDING, Hastings-street—: [20, 1425, 189, 1443]
- list-item: Gingworth: [20, 1830, 51, 1839]
- book-title: Second Spelling Book: [744, 159, 805, 167]
- book-title: First Geography: [744, 209, 789, 217]
